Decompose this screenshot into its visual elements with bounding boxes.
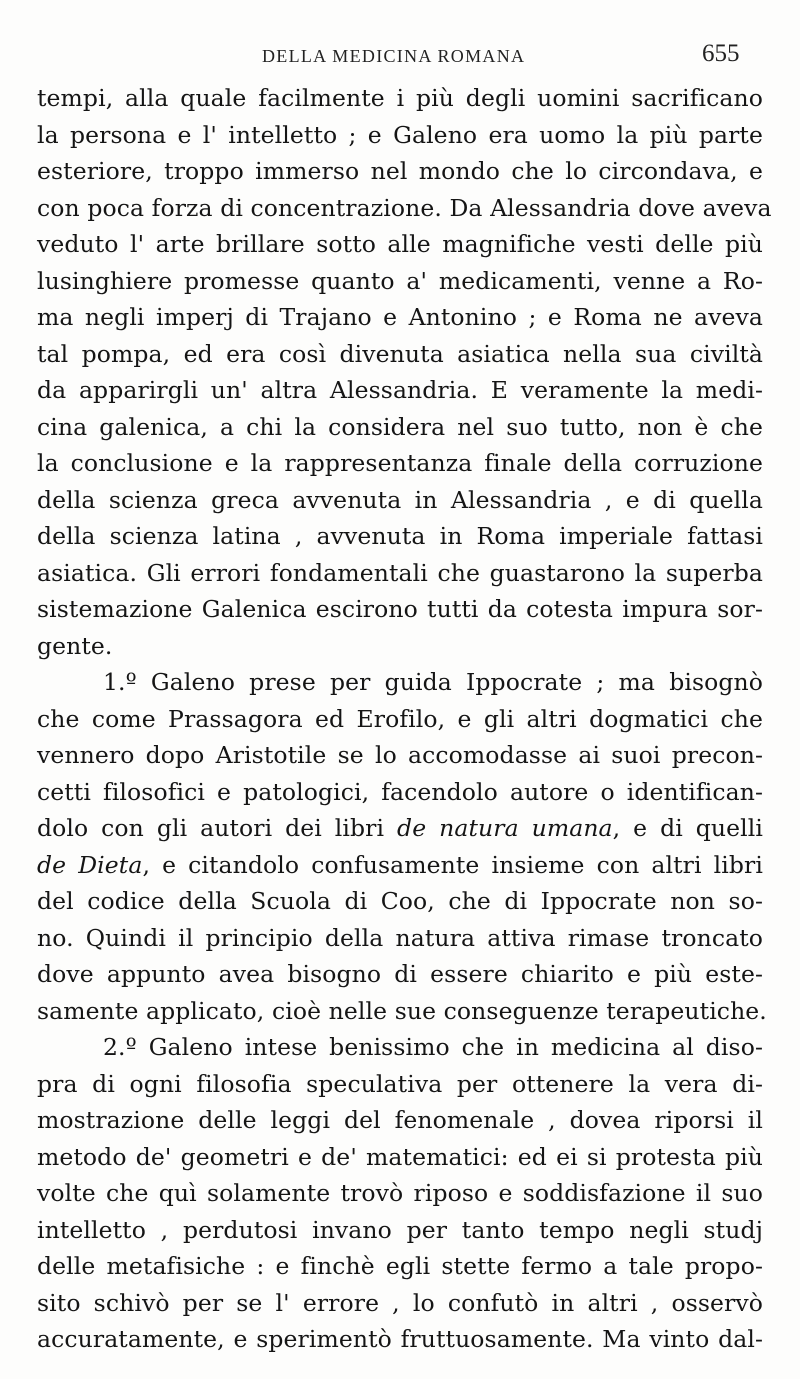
text-segment: dolo con gli autori dei libri bbox=[37, 814, 398, 842]
paragraph-2-start: 2.º Galeno intese benissimo che in medicina al diso- bbox=[103, 1033, 763, 1061]
text-line: intelletto , perdutosi invano per tanto tempo negli studj bbox=[37, 1215, 763, 1244]
text-line: da apparirgli un' altra Alessandria. E veramente la medi- bbox=[37, 376, 763, 404]
text-line: vennero dopo Aristotile se lo accomodasse ai suoi precon- bbox=[37, 741, 763, 769]
text-line: metodo de' geometri e de' matematici: ed ei si protesta più bbox=[37, 1142, 763, 1171]
text-segment: , e citandolo confusamente insieme con altri libri bbox=[142, 850, 763, 879]
text-segment: , e di quelli bbox=[612, 814, 763, 842]
text-line: dove appunto avea bisogno di essere chiarito e più este- bbox=[37, 960, 763, 988]
text-line: pra di ogni filosofia speculativa per ottenere la vera di- bbox=[37, 1069, 763, 1098]
paragraph-1-start: 1.º Galeno prese per guida Ippocrate ; ma bisognò bbox=[103, 668, 763, 696]
text-line: accuratamente, e sperimentò fruttuosamente. Ma vinto dal- bbox=[37, 1325, 763, 1353]
text-line: gente. bbox=[37, 631, 113, 660]
text-line: asiatica. Gli errori fondamentali che guastarono la superba bbox=[37, 558, 763, 587]
italic-book-title: de natura umana bbox=[397, 814, 613, 842]
text-line: cina galenica, a chi la considera nel suo tutto, non è che bbox=[37, 412, 763, 441]
running-head bbox=[0, 40, 800, 70]
text-line: sistemazione Galenica escirono tutti da cotesta impura sor- bbox=[37, 595, 763, 623]
text-line: ma negli imperj di Trajano e Antonino ; e Roma ne aveva bbox=[37, 303, 763, 331]
text-line: lusinghiere promesse quanto a' medicamenti, venne a Ro- bbox=[37, 266, 763, 295]
text-line: delle metafisiche : e finchè egli stette fermo a tale propo- bbox=[37, 1252, 763, 1280]
running-title: DELLA MEDICINA ROMANA bbox=[262, 46, 526, 66]
text-line: la persona e l' intelletto ; e Galeno era uomo la più parte bbox=[37, 120, 763, 149]
body-text bbox=[37, 80, 772, 1358]
text-line: esteriore, troppo immerso nel mondo che lo circondava, e bbox=[37, 157, 763, 185]
text-line: sito schivò per se l' errore , lo confutò in altri , osservò bbox=[37, 1288, 763, 1317]
text-line: tempi, alla quale facilmente i più degli uomini sacrificano bbox=[37, 84, 763, 112]
italic-book-title: de Dieta bbox=[37, 850, 143, 879]
text-line: volte che quì solamente trovò riposo e soddisfazione il suo bbox=[37, 1179, 763, 1207]
text-line: tal pompa, ed era così divenuta asiatica nella sua civiltà bbox=[37, 339, 763, 368]
text-line: della scienza greca avvenuta in Alessandria , e di quella bbox=[37, 485, 763, 514]
text-line: della scienza latina , avvenuta in Roma imperiale fattasi bbox=[37, 522, 763, 550]
text-line: samente applicato, cioè nelle sue conseguenze terapeutiche. bbox=[37, 996, 767, 1025]
page-number: 655 bbox=[702, 40, 740, 67]
text-line: mostrazione delle leggi del fenomenale , dovea riporsi il bbox=[37, 1106, 763, 1134]
text-line: veduto l' arte brillare sotto alle magnifiche vesti delle più bbox=[37, 230, 763, 258]
text-line: del codice della Scuola di Coo, che di Ippocrate non so- bbox=[37, 887, 763, 915]
text-line: la conclusione e la rappresentanza finale della corruzione bbox=[37, 449, 763, 477]
text-line: con poca forza di concentrazione. Da Alessandria dove aveva bbox=[37, 193, 772, 222]
text-line: cetti filosofici e patologici, facendolo autore o identifican- bbox=[37, 777, 763, 806]
text-line-mixed bbox=[37, 847, 763, 884]
text-line: che come Prassagora ed Erofilo, e gli altri dogmatici che bbox=[37, 704, 763, 733]
text-line: no. Quindi il principio della natura attiva rimase troncato bbox=[37, 923, 763, 952]
text-line-mixed bbox=[37, 810, 763, 847]
